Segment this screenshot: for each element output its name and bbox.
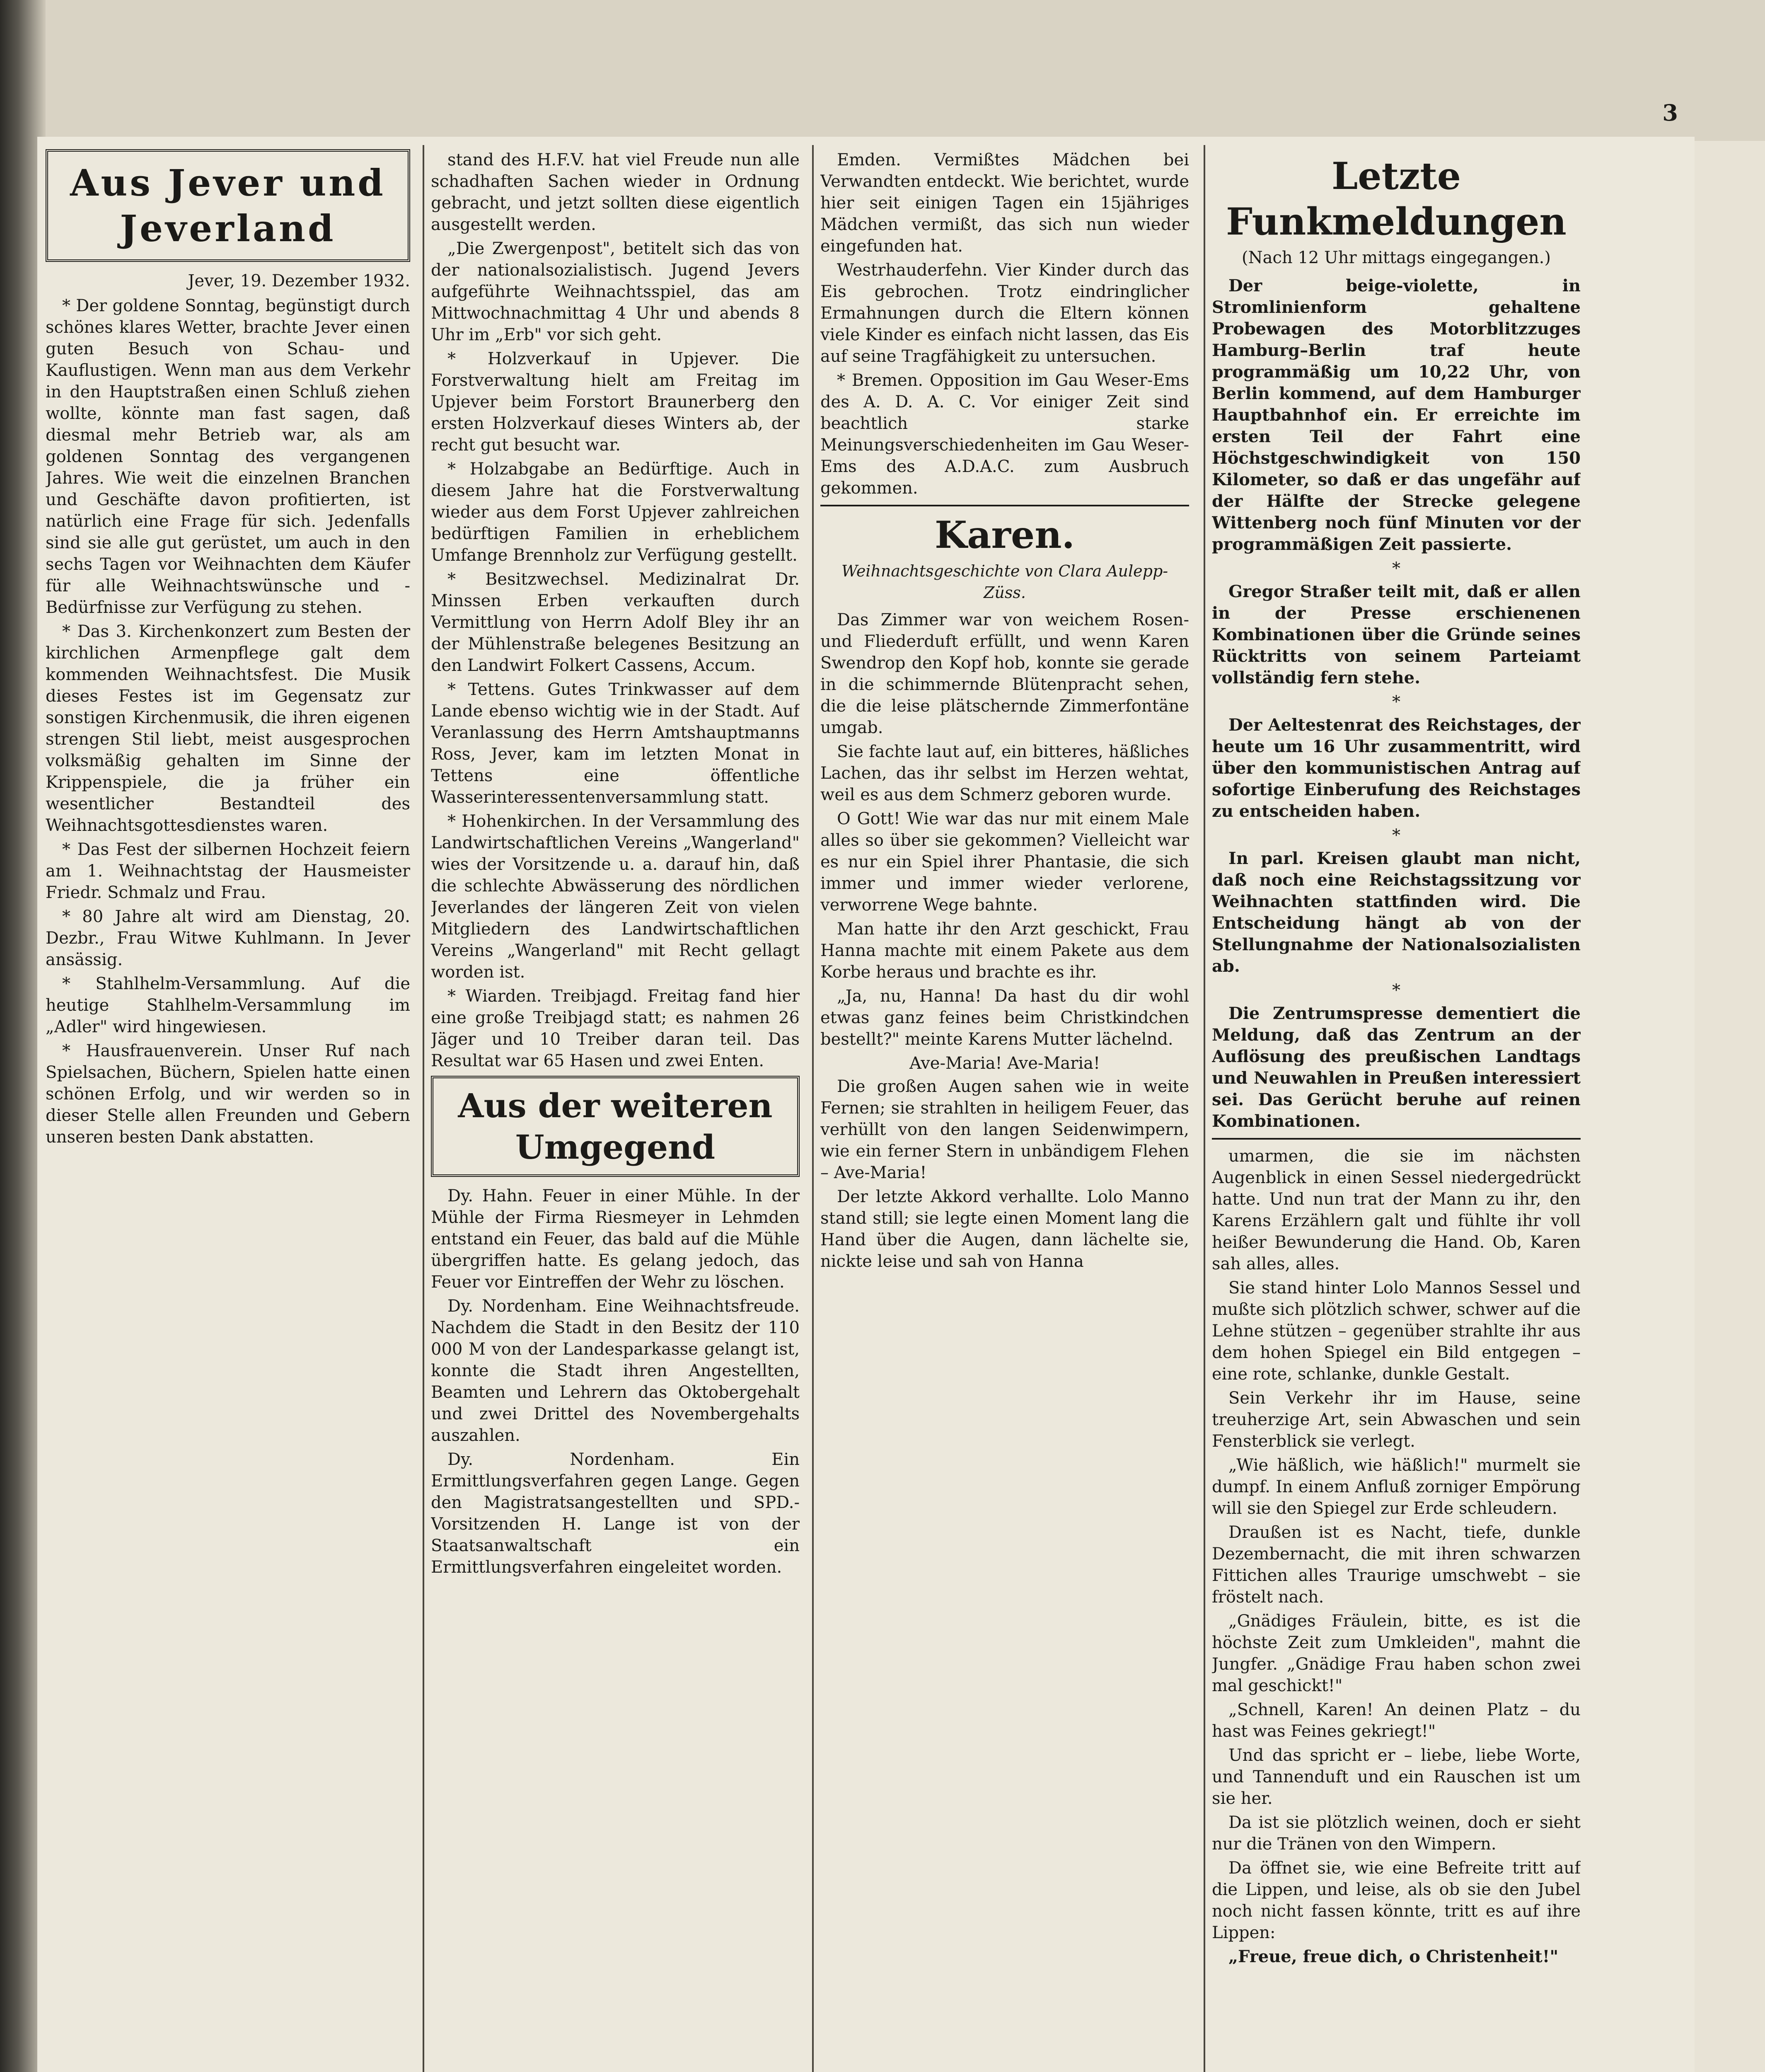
article: * Hohenkirchen. In der Versammlung des Landwirtschaftlichen Vereins „Wangerland" wies der Vorsitzende u. a. darauf hin, daß die schlechte Abwässerung des nördlichen Jeverlandes der längeren Zeit von vielen Mitgliedern des Landwirtschaftlichen Vereins „Wangerland" mit Recht gellagt worden ist.: [431, 812, 800, 982]
story-paragraph: Sie fachte laut auf, ein bitteres, häßliches Lachen, das ihr selbst im Herzen wehtat, weil es aus dem Schmerz geboren wurde.: [820, 742, 1189, 804]
latest-news-subtitle: (Nach 12 Uhr mittags eingegangen.): [1242, 248, 1551, 267]
article: * Wiarden. Treibjagd. Freitag fand hier eine große Treibjagd statt; es nahmen 26 Jäger und 10 Treiber daran teil. Das Resultat war 65 Hasen und zwei Enten.: [431, 987, 800, 1070]
story-paragraph: „Wie häßlich, wie häßlich!" murmelt sie dumpf. In einem Anfluß zorniger Empörung will sie den Spiegel zur Erde schleudern.: [1212, 1456, 1581, 1518]
article: Dy. Hahn. Feuer in einer Mühle. In der Mühle der Firma Riesmeyer in Lehmden entstand ein Feuer, das bald auf die Mühle übergriffen hatte. Es gelang jedoch, das Feuer vor Eintreffen der Wehr zu löschen.: [431, 1186, 800, 1292]
divider: [820, 505, 1189, 506]
article: stand des H.F.V. hat viel Freude nun alle schadhaften Sachen wieder in Ordnung gebracht, und jetzt sollten diese eigentlich ausgestellt werden.: [431, 150, 800, 234]
scan-top-margin: [0, 0, 1765, 141]
article: „Die Zwergenpost", betitelt sich das von der nationalsozialistisch. Jugend Jevers aufgeführte Weihnachtsspiel, das am Mittwochnachmittag 4 Uhr und abends 8 Uhr im „Erb" vor sich geht.: [431, 239, 800, 344]
story-paragraph: Da ist sie plötzlich weinen, doch er sieht nur die Tränen von den Wimpern.: [1212, 1813, 1581, 1854]
news-item: Die Zentrumspresse dementiert die Meldung, daß das Zentrum an der Auflösung des preußischen Landtags und Neuwahlen in Preußen interessiert sei. Das Gerücht beruhe auf reinen Kombinationen.: [1212, 1004, 1581, 1131]
story-title: Karen.: [935, 513, 1075, 557]
story-paragraph: Man hatte ihr den Arzt geschickt, Frau Hanna machte mit einem Pakete aus dem Korbe heraus und brachte es ihr.: [820, 920, 1189, 982]
story-refrain: Ave-Maria! Ave-Maria!: [909, 1054, 1100, 1073]
local-news-header: Aus Jever und Jeverland: [46, 149, 410, 262]
story-paragraph: Das Zimmer war von weichem Rosen- und Fliederduft erfüllt, und wenn Karen Swendrop den Kopf hob, konnte sie gerade in die schimmernde Blütenpracht sehen, die die leise plätschernde Zimmerfontäne umgab.: [820, 610, 1189, 737]
dateline: Jever, 19. Dezember 1932.: [188, 271, 410, 290]
separator-star: *: [1392, 826, 1400, 845]
story-paragraph: Sein Verkehr ihr im Hause, seine treuherzige Art, sein Abwaschen und sein Fensterblick sie verlegt.: [1212, 1389, 1581, 1451]
story-paragraph: Die großen Augen sahen wie in weite Fernen; sie strahlten in heiligem Feuer, das verhüllt von den langen Seidenwimpern, wie ein ferner Stern in unbändigem Flehen – Ave-Maria!: [820, 1077, 1189, 1182]
story-paragraph: „Ja, nu, Hanna! Da hast du dir wohl etwas ganz feines beim Christkindchen bestellt?" meinte Karens Mutter lächelnd.: [820, 987, 1189, 1049]
article: * Das 3. Kirchenkonzert zum Besten der kirchlichen Armenpflege galt dem kommenden Weihnachtsfest. Die Musik dieses Festes ist im Gegensatz zur sonstigen Kirchenmusik, die ihren eigenen strengen Stil liebt, meist ausgesprochen volksmäßig gehalten im Sinne der Krippenspiele, die ja früher ein wesentlicher Bestandteil des Weihnachtsgottesdienstes waren.: [46, 622, 410, 835]
article: Dy. Nordenham. Eine Weihnachtsfreude. Nachdem die Stadt in den Besitz der 110 000 M von der Landesparkasse gelangt ist, konnte die Stadt ihren Angestellten, Beamten und Lehrern das Oktobergehalt und zwei Drittel des Novembergehalts auszahlen.: [431, 1297, 800, 1445]
article: Dy. Nordenham. Ein Ermittlungsverfahren gegen Lange. Gegen den Magistratsangestellten und SPD.-Vorsitzenden H. Lange ist von der Staatsanwaltschaft ein Ermittlungsverfahren eingeleitet worden.: [431, 1450, 800, 1577]
story-paragraph: Draußen ist es Nacht, tiefe, dunkle Dezembernacht, die mit ihren schwarzen Fittichen alles Traurige umschwebt – sie fröstelt nach.: [1212, 1523, 1581, 1607]
news-item: In parl. Kreisen glaubt man nicht, daß noch eine Reichstagssitzung vor Weihnachten stattfinden wird. Die Entscheidung hängt ab von der Stellungnahme der Nationalsozialisten ab.: [1212, 849, 1581, 976]
news-item: Der beige-violette, in Stromlinienform gehaltene Probewagen des Motorblitzzuges Hamburg–Berlin traf heute programmäßig um 10,22 Uhr, von Berlin kommend, auf dem Hamburger Hauptbahnhof ein. Er erreichte im ersten Teil der Fahrt eine Höchstgeschwindigkeit von 150 Kilometer, so daß er das ungefähr auf der Hälfte der Strecke gelegene Wittenberg noch fünf Minuten vor der programmäßigen Zeit passierte.: [1212, 276, 1581, 554]
separator-star: *: [1392, 981, 1400, 1000]
column-rule: [1204, 145, 1205, 2072]
separator-star: *: [1392, 559, 1400, 578]
article: * Stahlhelm-Versammlung. Auf die heutige Stahlhelm-Versammlung im „Adler" wird hingewiesen.: [46, 974, 410, 1036]
article: * Holzverkauf in Upjever. Die Forstverwaltung hielt am Freitag im Upjever beim Forstort Braunerberg den ersten Holzverkauf dieses Winters ab, der recht gut besucht war.: [431, 349, 800, 455]
column-1: [46, 149, 410, 2072]
story-paragraph: Sie stand hinter Lolo Mannos Sessel und mußte sich plötzlich schwer, schwer auf die Lehne stützen – gegenüber strahlte ihr aus dem hohen Spiegel ein Bild entgegen – eine rote, schlanke, dunkle Gestalt.: [1212, 1278, 1581, 1384]
news-item: Der Aeltestenrat des Reichstages, der heute um 16 Uhr zusammentritt, wird über den kommunistischen Antrag auf sofortige Einberufung des Reichstages zu entscheiden haben.: [1212, 715, 1581, 821]
column-rule: [423, 145, 424, 2072]
article: Westrhauderfehn. Vier Kinder durch das Eis gebrochen. Trotz eindringlicher Ermahnungen durch die Eltern können viele Kinder es einfach nicht lassen, das Eis auf seine Tragfähigkeit zu untersuchen.: [820, 261, 1189, 366]
article: * 80 Jahre alt wird am Dienstag, 20. Dezbr., Frau Witwe Kuhlmann. In Jever ansässig.: [46, 907, 410, 969]
story-byline: Weihnachtsgeschichte von Clara Aulepp-Züss.: [841, 562, 1168, 602]
article: * Der goldene Sonntag, begünstigt durch schönes klares Wetter, brachte Jever einen guten Besuch von Schau- und Kauflustigen. Wenn man aus dem Verkehr in den Hauptstraßen einen Schluß ziehen wollte, könnte man fast sagen, daß diesmal mehr Betrieb war, als am goldenen Sonntag des vergangenen Jahres. Wie weit die einzelnen Branchen und Geschäfte davon profitierten, ist natürlich eine Frage für sich. Jedenfalls sind sie alle gut gerüstet, um auch in den sechs Tagen vor Weihnachten dem Käufer für alle Weihnachtswünsche und -Bedürfnisse zur Verfügung zu stehen.: [46, 296, 410, 617]
article: * Tettens. Gutes Trinkwasser auf dem Lande ebenso wichtig wie in der Stadt. Auf Veranlassung des Herrn Amtshauptmanns Ross, Jever, kam im letzten Monat in Tettens eine öffentliche Wasserinteressentenversammlung statt.: [431, 680, 800, 807]
article: * Besitzwechsel. Medizinalrat Dr. Minssen Erben verkauften durch Vermittlung von Herrn Adolf Bley ihr an der Mühlenstraße belegenes Besitzung an den Landwirt Folkert Cassens, Accum.: [431, 570, 800, 675]
latest-news-header: Letzte Funkmeldungen: [1226, 154, 1567, 244]
news-item: Gregor Straßer teilt mit, daß er allen in der Presse erschienenen Kombinationen über die Gründe seines Rücktritts von seinem Parteiamt vollständig fern stehe.: [1212, 582, 1581, 687]
story-paragraph: umarmen, die sie im nächsten Augenblick in einen Sessel niedergedrückt hatte. Und nun trat der Mann zu ihr, den Karens Erzählern galt und fühlte ihr voll heißer Bewunderung die Hand. Ob, Karen sah alles, alles.: [1212, 1147, 1581, 1273]
column-2: [431, 149, 800, 2072]
story-paragraph: „Gnädiges Fräulein, bitte, es ist die höchste Zeit zum Umkleiden", mahnt die Jungfer. „Gnädige Frau haben schon zwei mal geschickt!": [1212, 1612, 1581, 1695]
article: * Holzabgabe an Bedürftige. Auch in diesem Jahre hat die Forstverwaltung wieder aus dem Forst Upjever zahlreichen bedürftigen Familien in erheblichem Umfange Brennholz zur Verfügung gestellt.: [431, 460, 800, 565]
article: * Das Fest der silbernen Hochzeit feiern am 1. Weihnachtstag der Hausmeister Friedr. Schmalz und Frau.: [46, 840, 410, 902]
page-number: 3: [1662, 99, 1678, 126]
story-paragraph: „Schnell, Karen! An deinen Platz – du hast was Feines gekriegt!": [1212, 1700, 1581, 1741]
separator-star: *: [1392, 692, 1400, 712]
regional-news-header: Aus der weiteren Umgegend: [431, 1076, 800, 1177]
story-paragraph: Und das spricht er – liebe, liebe Worte, und Tannenduft und ein Rauschen ist um sie her.: [1212, 1746, 1581, 1808]
article: * Bremen. Opposition im Gau Weser-Ems des A. D. A. C. Vor einiger Zeit sind beachtlich starke Meinungsverschiedenheiten im Gau Weser-Ems des A.D.A.C. zum Ausbruch gekommen.: [820, 371, 1189, 498]
story-ending: „Freue, freue dich, o Christenheit!": [1228, 1947, 1559, 1966]
column-4: [1212, 149, 1581, 2072]
column-3: [820, 149, 1189, 2072]
column-rule: [812, 145, 814, 2072]
story-paragraph: Der letzte Akkord verhallte. Lolo Manno stand still; sie legte einen Moment lang die Hand über die Augen, dann lächelte sie, nickte leise und sah von Hanna: [820, 1187, 1189, 1271]
article: * Hausfrauenverein. Unser Ruf nach Spielsachen, Büchern, Spielen hatte einen schönen Erfolg, und wir werden so in dieser Stelle allen Freunden und Gebern unseren besten Dank abstatten.: [46, 1041, 410, 1147]
story-paragraph: O Gott! Wie war das nur mit einem Male alles so über sie gekommen? Vielleicht war es nur ein Spiel ihrer Phantasie, die sich immer und immer wieder verlorene, verworrene Wege bahnte.: [820, 809, 1189, 915]
article: Emden. Vermißtes Mädchen bei Verwandten entdeckt. Wie berichtet, wurde hier seit einigen Tagen ein 15jähriges Mädchen vermißt, das sich nun wieder eingefunden hat.: [820, 150, 1189, 256]
story-paragraph: Da öffnet sie, wie eine Befreite tritt auf die Lippen, und leise, als ob sie den Jubel noch nicht fassen könnte, tritt es auf ihre Lippen:: [1212, 1859, 1581, 1942]
divider: [1212, 1138, 1581, 1140]
